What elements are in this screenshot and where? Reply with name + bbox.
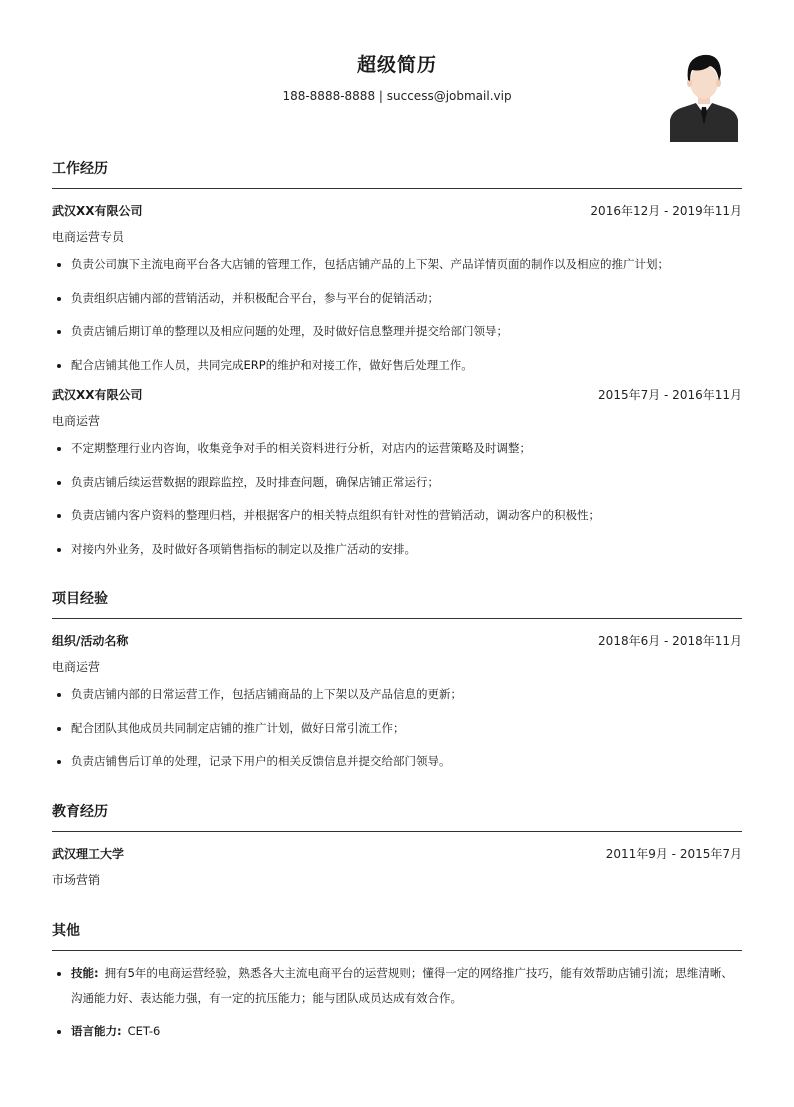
- bullet-item: • 负责公司旗下主流电商平台各大店铺的管理工作，包括店铺产品的上下架、产品详情页面的制作以及相应的推广计划；: [71, 256, 742, 272]
- entry-organization: 武汉XX有限公司: [52, 204, 143, 218]
- entry-date: 2011年9月 - 2015年7月: [605, 846, 742, 861]
- entry-organization: 组织/活动名称: [52, 634, 129, 648]
- skills-item: [71, 961, 742, 1011]
- education-entry: [52, 845, 742, 888]
- section-title-education: 教育经历: [52, 801, 742, 832]
- work-entry: [52, 202, 742, 373]
- language-item: [71, 1019, 742, 1044]
- bullet-list: [52, 686, 742, 769]
- resume-name: 超级简历: [356, 54, 437, 76]
- bullet-item: • 配合团队其他成员共同制定店铺的推广计划，做好日常引流工作；: [71, 720, 742, 736]
- entry-organization: 武汉XX有限公司: [52, 388, 143, 402]
- bullet-item: • 不定期整理行业内咨询，收集竞争对手的相关资料进行分析，对店内的运营策略及时调整；: [71, 440, 742, 456]
- other-section: [52, 920, 742, 1044]
- entry-header: [52, 845, 742, 862]
- section-title-work: 工作经历: [52, 158, 742, 189]
- resume-body: [52, 158, 742, 1054]
- language-label: 语言能力:: [71, 1023, 122, 1038]
- skills-text: 拥有5年的电商运营经验，熟悉各大主流电商平台的运营规则；懂得一定的网络推广技巧，能有效帮助店铺引流；思维清晰、沟通能力好、表达能力强，有一定的抗压能力；能与团队成员达成有效合作。: [71, 965, 733, 1005]
- bullet-list: [52, 440, 742, 557]
- education-section: [52, 801, 742, 888]
- entry-major: 市场营销: [52, 872, 101, 887]
- language-text: CET-6: [127, 1023, 161, 1038]
- skills-label: 技能:: [71, 965, 99, 980]
- bullet-item: • 负责店铺内客户资料的整理归档，并根据客户的相关特点组织有针对性的营销活动，调动客户的积极性；: [71, 507, 742, 523]
- bullet-item: • 对接内外业务，及时做好各项销售指标的制定以及推广活动的安排。: [71, 541, 742, 557]
- entry-role: 电商运营: [52, 660, 101, 674]
- entry-organization: 武汉理工大学: [52, 846, 125, 861]
- bullet-item: • 负责组织店铺内部的营销活动，并积极配合平台，参与平台的促销活动；: [71, 290, 742, 306]
- entry-date: 2015年7月 - 2016年11月: [598, 388, 742, 402]
- bullet-item: • 负责店铺内部的日常运营工作，包括店铺商品的上下架以及产品信息的更新；: [71, 686, 742, 702]
- bullet-item: • 负责店铺售后订单的处理，记录下用户的相关反馈信息并提交给部门领导。: [71, 753, 742, 769]
- entry-header: [52, 632, 742, 649]
- section-title-project: 项目经验: [52, 588, 742, 619]
- project-section: [52, 588, 742, 769]
- entry-role: 电商运营专员: [52, 230, 125, 244]
- bullet-item: • 负责店铺后续运营数据的跟踪监控，及时排查问题，确保店铺正常运行；: [71, 474, 742, 490]
- bullet-item: • 负责店铺后期订单的整理以及相应问题的处理，及时做好信息整理并提交给部门领导；: [71, 323, 742, 339]
- work-section: [52, 158, 742, 557]
- avatar-icon: [668, 50, 740, 142]
- contact-info: 188-8888-8888 | success@jobmail.vip: [282, 89, 512, 103]
- project-entry: [52, 632, 742, 769]
- entry-date: 2016年12月 - 2019年11月: [590, 204, 742, 218]
- bullet-list: [52, 256, 742, 373]
- bullet-item: • 配合店铺其他工作人员，共同完成ERP的维护和对接工作，做好售后处理工作。: [71, 357, 742, 373]
- entry-header: [52, 202, 742, 219]
- entry-header: [52, 386, 742, 403]
- entry-role: 电商运营: [52, 414, 101, 428]
- work-entry: [52, 386, 742, 557]
- bullet-list: [52, 961, 742, 1044]
- entry-date: 2018年6月 - 2018年11月: [598, 634, 742, 648]
- section-title-other: 其他: [52, 920, 742, 951]
